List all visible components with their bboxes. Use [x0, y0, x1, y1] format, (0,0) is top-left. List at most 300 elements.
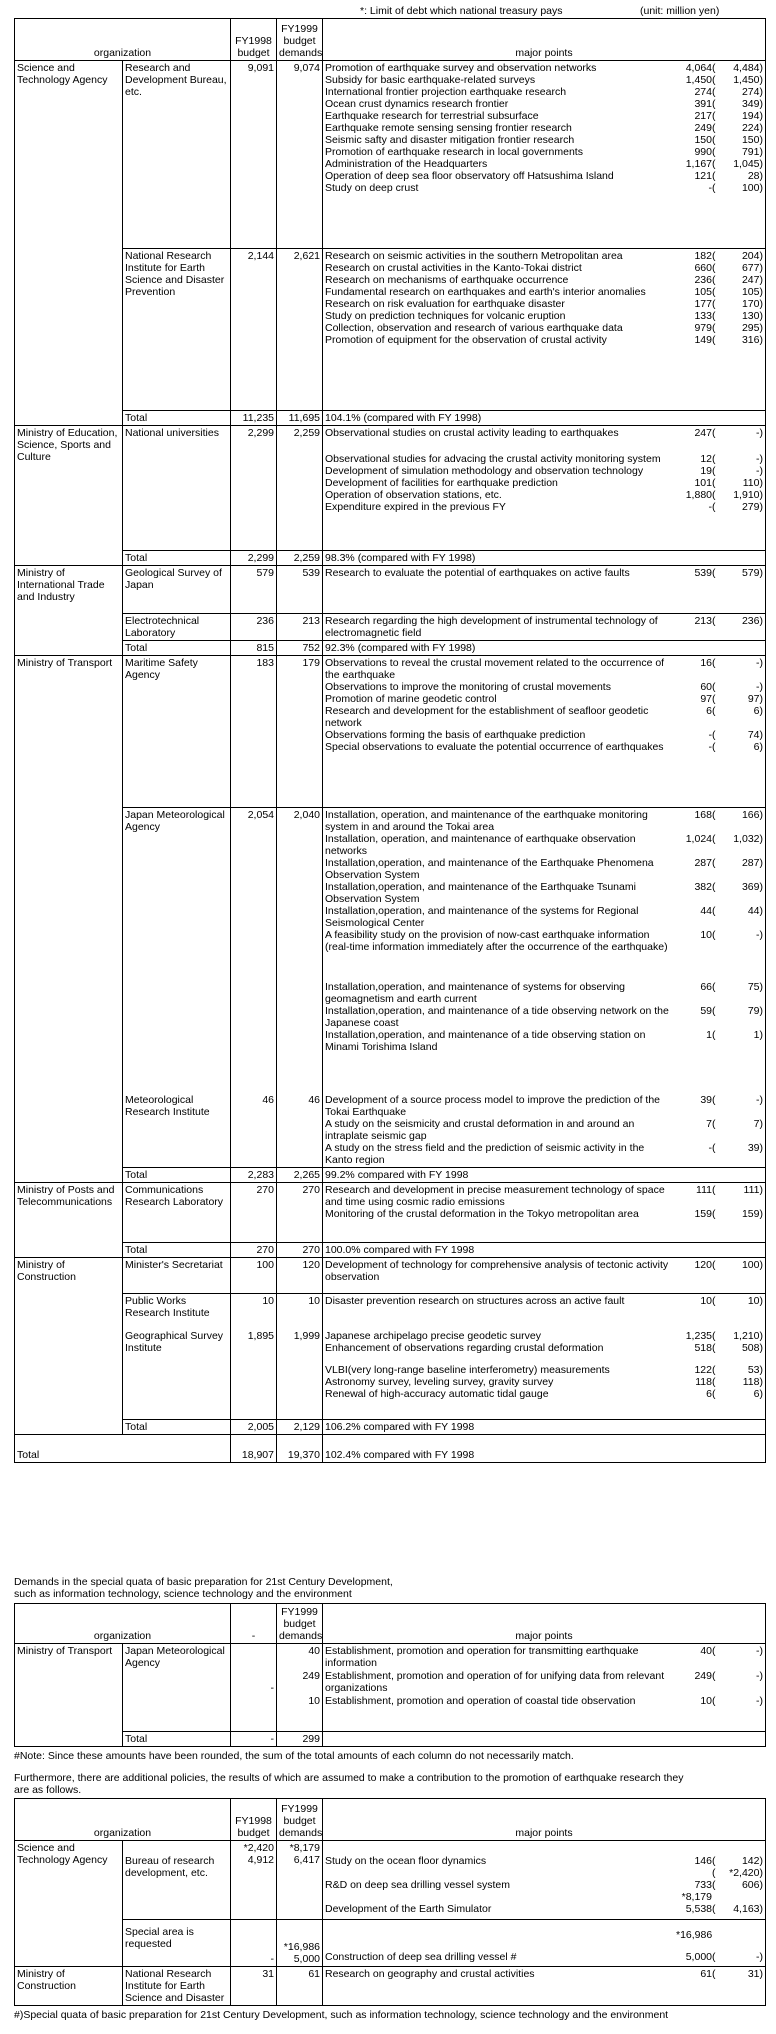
point-fy1999: 1,167: [685, 158, 712, 170]
paren-close: ): [759, 681, 763, 693]
paren-open: (: [712, 489, 716, 501]
unit-name: Minister's Secretariat: [123, 1257, 231, 1293]
point-item: [325, 310, 763, 322]
point-item: [325, 146, 763, 158]
org-name: Science and Technology Agency: [15, 1841, 123, 1967]
point-fy1998: 295: [741, 322, 760, 334]
point-fy1999: 1,235: [685, 1330, 712, 1342]
points-cell: [323, 1920, 766, 1967]
point-fy1999: 39: [700, 1093, 712, 1106]
point-fy1999: -: [708, 182, 712, 194]
paren-close: ): [759, 250, 763, 262]
unit-name: Geographical Survey Institute: [123, 1329, 231, 1419]
table-row: [15, 1329, 766, 1419]
point-text: Establishment, promotion and operation of coastal tide observation: [325, 1695, 636, 1707]
point-item: [325, 1929, 763, 1941]
paren-open: (: [712, 1294, 716, 1307]
paren-open: (: [712, 1117, 716, 1130]
paren-open: (: [712, 1968, 716, 1980]
point-text: Development of simulation methodology and observation technology: [325, 465, 644, 477]
paren-open: (: [712, 1141, 716, 1154]
point-fy1999: 4,064: [685, 62, 712, 74]
table-row: [15, 1967, 766, 2006]
table-row: [15, 1293, 766, 1329]
point-fy1999-debt: *8,179: [681, 1891, 712, 1903]
point-fy1998: 150: [741, 134, 760, 146]
grand-total-ratio: 102.4% compared with FY 1998: [323, 1434, 766, 1462]
paren-close: ): [759, 1951, 763, 1963]
point-fy1999: 1,450: [685, 74, 712, 86]
grand-total-row: [15, 1434, 766, 1462]
budget-fy1998-cell: [231, 1841, 277, 1920]
point-fy1998: 4,484: [733, 62, 760, 74]
points-cell: [323, 1293, 766, 1329]
paren-open: (: [712, 1855, 716, 1867]
point-fy1999: 274: [694, 86, 712, 98]
point-fy1998: -: [756, 681, 760, 693]
point-text: Promotion of equipment for the observation of crustal activity: [325, 334, 607, 346]
paren-open: (: [712, 833, 716, 845]
point-text: Expenditure expired in the previous FY: [325, 501, 506, 513]
point-fy1999: 118: [695, 1376, 712, 1388]
paren-close: ): [759, 1207, 763, 1220]
point-text: A study on the seismicity and crustal deformation in and around an intraplate seismic gap: [325, 1117, 635, 1142]
point-fy1999: 6: [706, 705, 712, 717]
point-item: [325, 489, 763, 501]
point-fy1998-debt: *2,420: [729, 1867, 760, 1879]
paren-close: ): [759, 1670, 763, 1682]
point-fy1999: 5,538: [685, 1903, 712, 1915]
point-text: Research and development in precise measurement technology of space and time using cosmic radio emissions: [325, 1183, 665, 1208]
total-ratio: 106.2% compared with FY 1998: [323, 1419, 766, 1434]
special-quota-footnote: #)Special quata of basic preparation for 21st Century Development, such as information technology, science technology and the environment: [14, 2009, 669, 2021]
grand-total-fy1998: 18,907: [231, 1434, 277, 1462]
paren-close: ): [759, 122, 763, 134]
header-organization: organization: [15, 19, 231, 61]
paren-open: (: [712, 981, 716, 993]
point-fy1999: 217: [694, 110, 712, 122]
budget-fy1999: 2,040: [277, 808, 323, 1093]
table-row: [15, 1182, 766, 1242]
total-fy1999: 11,695: [277, 411, 323, 426]
point-text: Installation, operation, and maintenance of the earthquake monitoring system in and around the Tokai area: [325, 809, 648, 833]
total-label: Total: [123, 1419, 231, 1434]
paren-close: ): [759, 693, 763, 705]
paren-close: ): [759, 182, 763, 194]
point-fy1998: -: [756, 1951, 760, 1963]
point-item: [325, 110, 763, 122]
unit-name: Communications Research Laboratory: [123, 1182, 231, 1242]
paren-open: (: [712, 1388, 716, 1400]
point-item: [325, 1184, 763, 1208]
point-item: [325, 86, 763, 98]
budget-fy1999-debt: *8,179: [289, 1842, 320, 1854]
budget-fy1998: 100: [231, 1257, 277, 1293]
total-fy1998: -: [231, 1732, 277, 1747]
total-row: [15, 411, 766, 426]
point-item: [325, 741, 763, 753]
point-item: [325, 286, 763, 298]
point-item: [325, 693, 763, 705]
budget-fy1998: 2,054: [231, 808, 277, 1093]
paren-open: (: [712, 158, 716, 170]
grand-total-fy1999: 19,370: [277, 1434, 323, 1462]
point-text: Earthquake research for terrestrial subsurface: [325, 110, 539, 122]
budget-fy1999: 249: [302, 1670, 320, 1682]
point-text: Promotion of earthquake survey and observation networks: [325, 62, 597, 74]
paren-close: ): [759, 1258, 763, 1271]
paren-close: ): [759, 62, 763, 74]
point-text: Astronomy survey, leveling survey, gravity survey: [325, 1376, 554, 1388]
point-text: Development of facilities for earthquake prediction: [325, 477, 558, 489]
point-fy1998: 236: [741, 615, 760, 627]
total-fy1999: 2,265: [277, 1167, 323, 1182]
org-name: Ministry of Education, Science, Sports and Culture: [15, 426, 123, 566]
header-major-points: major points: [323, 19, 766, 61]
paren-close: ): [759, 1342, 763, 1354]
point-fy1998: 316: [741, 334, 760, 346]
paren-open: (: [712, 501, 716, 513]
paren-close: ): [759, 1388, 763, 1400]
additional-policies-intro-1: Furthermore, there are additional policies, the results of which are assumed to make a contribution to the promotion of earthquake research they: [14, 1772, 684, 1784]
point-text: Subsidy for basic earthquake-related surveys: [325, 74, 536, 86]
paren-open: (: [712, 1645, 716, 1657]
paren-close: ): [759, 334, 763, 346]
point-item: [325, 729, 763, 741]
point-item: [325, 274, 763, 286]
budget-fy1999: 10: [308, 1695, 320, 1707]
point-fy1999: 236: [694, 274, 712, 286]
total-label: Total: [123, 411, 231, 426]
paren-close: ): [759, 477, 763, 489]
point-fy1999: -: [708, 729, 712, 741]
point-fy1998: 1,032: [733, 833, 760, 845]
paren-open: (: [712, 1903, 716, 1915]
point-fy1999: 40: [700, 1645, 712, 1657]
point-item: [325, 1879, 763, 1891]
paren-open: (: [712, 453, 716, 465]
point-text: Observations forming the basis of earthquake prediction: [325, 729, 586, 741]
debt-note: *: Limit of debt which national treasury pays: [360, 5, 563, 17]
point-text: Research and development for the establishment of seafloor geodetic network: [325, 705, 649, 729]
paren-open: (: [712, 1364, 716, 1376]
paren-close: ): [759, 74, 763, 86]
header-fy1998: FY1998 budget: [231, 1799, 277, 1841]
point-text: Installation, operation, and maintenance of earthquake observation networks: [325, 833, 636, 857]
unit-name: Public Works Research Institute: [123, 1293, 231, 1329]
points-cell: [323, 1967, 766, 2006]
header-major-points: major points: [323, 1604, 766, 1644]
point-fy1999: 7: [706, 1117, 712, 1130]
point-fy1998: 369: [741, 881, 760, 893]
point-fy1999: 105: [694, 286, 712, 298]
point-fy1998: 105: [741, 286, 760, 298]
point-fy1998: 349: [741, 98, 760, 110]
point-fy1998: 159: [741, 1207, 760, 1220]
point-text: Disaster prevention research on structures across an active fault: [325, 1294, 625, 1307]
point-text: Observational studies for advacing the crustal activity monitoring system: [325, 453, 661, 465]
point-fy1998: 100: [741, 1258, 760, 1271]
points-cell: [323, 808, 766, 1093]
point-fy1998: 287: [741, 857, 760, 869]
header-fy1999: FY1999 budget demands: [277, 1799, 323, 1841]
budget-fy1999: 179: [277, 656, 323, 808]
point-fy1998: 6: [753, 705, 760, 717]
point-item: [325, 74, 763, 86]
budget-fy1998: 4,912: [247, 1854, 274, 1866]
point-fy1999: 249: [694, 1670, 712, 1682]
point-text: R&D on deep sea drilling vessel system: [325, 1879, 511, 1891]
point-fy1998: 606: [741, 1879, 760, 1891]
point-fy1999: 10: [700, 929, 712, 941]
budget-fy1999: 40: [308, 1645, 320, 1657]
point-item: [325, 134, 763, 146]
paren-open: (: [712, 1695, 716, 1707]
point-item: [325, 62, 763, 74]
paren-close: ): [759, 274, 763, 286]
point-fy1998: 100: [741, 182, 760, 194]
unit-label: (unit: million yen): [640, 5, 720, 17]
point-text: Research to evaluate the potential of earthquakes on active faults: [325, 567, 630, 579]
paren-close: ): [759, 286, 763, 298]
paren-open: (: [712, 122, 716, 134]
point-fy1999: 121: [694, 170, 712, 182]
point-text: Promotion of marine geodetic control: [325, 693, 497, 705]
paren-close: ): [759, 1117, 763, 1130]
unit-name: National Research Institute for Earth Science and Disaster Prevention: [123, 249, 231, 411]
point-fy1998: 579: [741, 567, 760, 579]
point-item: [325, 1208, 763, 1220]
paren-open: (: [712, 110, 716, 122]
point-item: [325, 1330, 763, 1342]
point-fy1999: 6: [706, 1388, 712, 1400]
special-quota-table: [14, 1603, 766, 1747]
table-row: [15, 656, 766, 808]
point-item: [325, 465, 763, 477]
budget-fy1999: 46: [277, 1093, 323, 1168]
budget-fy1999: 6,417: [293, 1854, 320, 1866]
budget-fy1999: 9,074: [277, 61, 323, 249]
point-fy1999: 539: [694, 567, 712, 579]
point-fy1999: 5,000: [685, 1951, 712, 1963]
point-fy1999: 61: [700, 1968, 712, 1980]
budget-fy1998: 31: [231, 1967, 277, 2006]
point-text: International frontier projection earthquake research: [325, 86, 567, 98]
point-item: [325, 881, 763, 905]
point-fy1999: 249: [694, 122, 712, 134]
points-cell: [323, 656, 766, 808]
point-item: [325, 1118, 763, 1142]
paren-close: ): [759, 1867, 763, 1879]
point-item: [325, 809, 763, 833]
total-row: [15, 1242, 766, 1257]
budget-fy1998: 270: [231, 1182, 277, 1242]
table-header-row: [15, 19, 766, 61]
point-text: Seismic safty and disaster mitigation frontier research: [325, 134, 575, 146]
point-item: [325, 250, 763, 262]
paren-close: ): [759, 857, 763, 869]
point-fy1999: 660: [694, 262, 712, 274]
budget-table: [14, 18, 766, 1463]
point-fy1998: 1,210: [733, 1330, 760, 1342]
total-fy1998: 2,283: [231, 1167, 277, 1182]
paren-close: ): [759, 1695, 763, 1707]
budget-fy1999-debt: *16,986: [283, 1941, 320, 1953]
paren-open: (: [712, 1330, 716, 1342]
point-item: [325, 857, 763, 881]
unit-name: National Research Institute for Earth Science and Disaster: [123, 1967, 231, 2006]
paren-close: ): [759, 905, 763, 917]
unit-name: Electrotechnical Laboratory: [123, 614, 231, 641]
point-item: [325, 681, 763, 693]
point-item: [325, 1670, 763, 1695]
unit-name: Bureau of research development, etc.: [123, 1841, 231, 1920]
budget-fy1998-debt: *2,420: [243, 1842, 274, 1854]
total-label: Total: [123, 1167, 231, 1182]
table-row: [15, 614, 766, 641]
paren-open: (: [712, 62, 716, 74]
budget-fy1998: 183: [231, 656, 277, 808]
paren-close: ): [759, 465, 763, 477]
point-fy1999: 12: [700, 453, 712, 465]
paren-close: ): [759, 881, 763, 893]
paren-close: ): [759, 1364, 763, 1376]
point-fy1998: 74: [747, 729, 760, 741]
paren-close: ): [759, 1376, 763, 1388]
point-text: Monitoring of the crustal deformation in the Tokyo metropolitan area: [325, 1207, 639, 1220]
point-text: Installation,operation, and maintenance of a tide observing network on the Japanese coast: [325, 1005, 669, 1029]
point-text: A study on the stress field and the prediction of seismic activity in the Kanto region: [325, 1141, 645, 1166]
paren-open: (: [712, 146, 716, 158]
paren-close: ): [759, 1645, 763, 1657]
org-name: Ministry of Posts and Telecommunications: [15, 1182, 123, 1257]
point-fy1999: 133: [694, 310, 712, 322]
point-text: Study on the ocean floor dynamics: [325, 1855, 487, 1867]
paren-close: ): [759, 1029, 763, 1041]
point-text: Collection, observation and research of various earthquake data: [325, 322, 623, 334]
points-cell: [323, 1329, 766, 1419]
paren-open: (: [712, 857, 716, 869]
point-fy1998: -: [756, 427, 760, 439]
total-fy1998: 270: [231, 1242, 277, 1257]
point-text: Research on crustal activities in the Kanto-Tokai district: [325, 262, 582, 274]
budget-fy1999-cell: [277, 1841, 323, 1920]
total-fy1999: 2,129: [277, 1419, 323, 1434]
paren-open: (: [712, 298, 716, 310]
paren-close: ): [759, 1903, 763, 1915]
budget-fy1998: 2,144: [231, 249, 277, 411]
point-item: [325, 1968, 763, 1980]
table-row: [15, 566, 766, 614]
paren-open: (: [712, 182, 716, 194]
total-fy1999: 2,259: [277, 551, 323, 566]
paren-close: ): [759, 146, 763, 158]
point-fy1998: 6: [753, 741, 760, 753]
total-ratio: [323, 1732, 766, 1747]
point-text: Fundamental research on earthquakes and earth's interior anomalies: [325, 286, 646, 298]
point-fy1998: -: [756, 465, 760, 477]
table-row: [15, 61, 766, 249]
table-row: [15, 1257, 766, 1293]
point-item: [325, 1891, 763, 1903]
point-item: [325, 1005, 763, 1029]
point-item: [325, 427, 763, 439]
point-item: [325, 477, 763, 489]
paren-close: ): [759, 929, 763, 941]
point-text: Renewal of high-accuracy automatic tidal gauge: [325, 1388, 549, 1400]
paren-open: (: [712, 1093, 716, 1106]
paren-open: (: [712, 615, 716, 627]
table-header-row: [15, 1799, 766, 1841]
point-fy1999: -: [708, 1141, 712, 1154]
paren-close: ): [759, 310, 763, 322]
point-text: Installation,operation, and maintenance of a tide observing station on Minami Torishima Island: [325, 1029, 646, 1053]
point-item: [325, 1388, 763, 1400]
point-fy1999: 97: [700, 693, 712, 705]
point-fy1998: -: [756, 453, 760, 465]
point-item: [325, 1364, 763, 1376]
point-item: [325, 170, 763, 182]
point-text: Installation,operation, and maintenance of the systems for Regional Seismological Center: [325, 905, 639, 929]
paren-open: (: [712, 1879, 716, 1891]
paren-close: ): [759, 567, 763, 579]
budget-fy1998: 46: [231, 1093, 277, 1168]
total-fy1999: 299: [277, 1732, 323, 1747]
paren-open: (: [712, 1867, 716, 1879]
point-fy1998: 1,910: [733, 489, 760, 501]
paren-close: ): [759, 833, 763, 845]
point-fy1999: 168: [694, 809, 712, 821]
total-label: Total: [123, 551, 231, 566]
paren-close: ): [759, 1183, 763, 1196]
point-text: Establishment, promotion and operation for transmitting earthquake information: [325, 1645, 639, 1669]
point-fy1998: 53: [747, 1364, 760, 1376]
point-fy1998: 170: [741, 298, 760, 310]
budget-fy1999-cell: [277, 1920, 323, 1967]
total-row: [15, 1419, 766, 1434]
paren-open: (: [712, 465, 716, 477]
paren-open: (: [712, 134, 716, 146]
point-fy1999: 120: [694, 1258, 712, 1271]
paren-close: ): [759, 657, 763, 669]
org-name: Ministry of Transport: [15, 656, 123, 1183]
point-fy1998: -: [756, 1695, 760, 1707]
budget-fy1999: 1,999: [277, 1329, 323, 1419]
paren-close: ): [759, 1141, 763, 1154]
point-text: Earthquake remote sensing sensing frontier research: [325, 122, 572, 134]
total-row: [15, 551, 766, 566]
point-item: [325, 334, 763, 346]
point-fy1999: 287: [694, 857, 712, 869]
point-item: [325, 929, 763, 953]
budget-fy1998: 579: [231, 566, 277, 614]
paren-open: (: [712, 881, 716, 893]
point-item: [325, 1094, 763, 1118]
point-text: Development of the Earth Simulator: [325, 1903, 492, 1915]
points-cell: [323, 614, 766, 641]
point-text: Research on seismic activities in the southern Metropolitan area: [325, 250, 623, 262]
paren-open: (: [712, 929, 716, 941]
budget-fy1998: 10: [231, 1293, 277, 1329]
paren-open: (: [712, 657, 716, 669]
point-fy1998: 130: [741, 310, 760, 322]
total-row: [15, 1167, 766, 1182]
budget-fy1999: 270: [277, 1182, 323, 1242]
point-text: VLBI(very long-range baseline interferometry) measurements: [325, 1364, 610, 1376]
unit-name: Meteorological Research Institute: [123, 1093, 231, 1168]
point-fy1998: 75: [747, 981, 760, 993]
budget-fy1999-cell: [277, 1644, 323, 1732]
